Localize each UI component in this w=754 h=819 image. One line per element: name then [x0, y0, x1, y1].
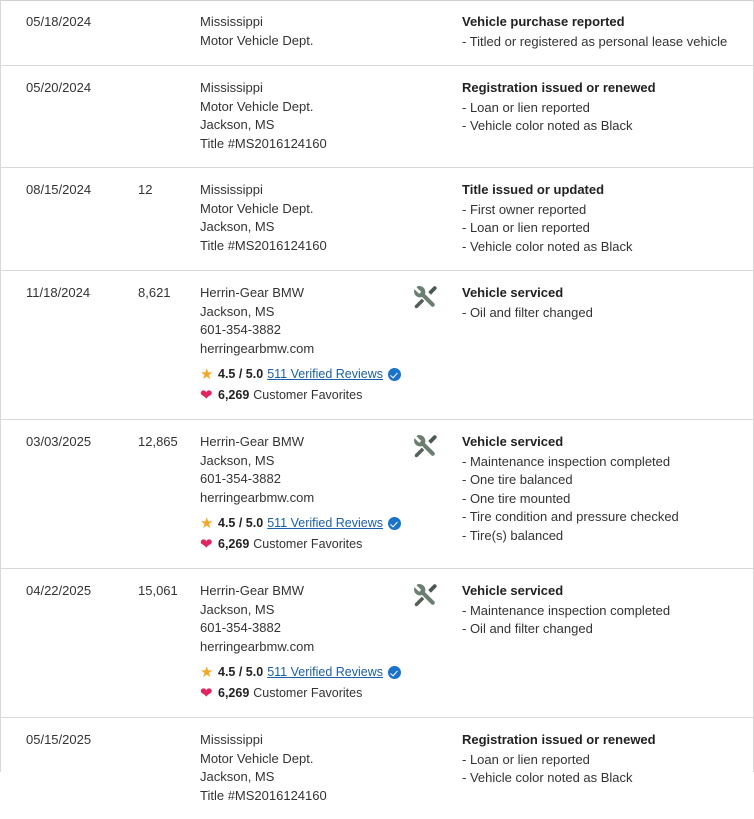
event-details — [462, 0, 754, 66]
source-line: Jackson, MS — [200, 303, 412, 322]
rating-row — [200, 514, 412, 533]
service-wrench-icon — [412, 285, 462, 309]
favorites-row — [200, 386, 412, 405]
event-detail-item: - Loan or lien reported — [462, 99, 738, 118]
event-date: 08/15/2024 — [0, 168, 138, 271]
source-line: herringearbmw.com — [200, 340, 412, 359]
favorites-row — [200, 684, 412, 703]
event-source — [200, 0, 412, 66]
event-icon-cell — [412, 420, 462, 569]
event-details — [462, 718, 754, 819]
event-source — [200, 66, 412, 168]
heart-icon: ❤ — [200, 687, 214, 701]
source-line: 601-354-3882 — [200, 619, 412, 638]
source-line: herringearbmw.com — [200, 489, 412, 508]
event-detail-item: - Tire(s) balanced — [462, 527, 738, 546]
favorites-label: Customer Favorites — [253, 386, 362, 405]
event-details — [462, 420, 754, 569]
source-line: Title #MS2016124160 — [200, 787, 412, 806]
event-detail-item: - Vehicle color noted as Black — [462, 117, 738, 136]
source-line: Motor Vehicle Dept. — [200, 32, 412, 51]
event-title: Registration issued or renewed — [462, 79, 738, 98]
event-detail-item: - Oil and filter changed — [462, 620, 738, 639]
event-detail-item: - Oil and filter changed — [462, 304, 738, 323]
event-icon-cell — [412, 0, 462, 66]
event-date: 05/15/2025 — [0, 718, 138, 819]
event-odometer: 12 — [138, 168, 200, 271]
table-row — [0, 168, 754, 271]
event-date: 03/03/2025 — [0, 420, 138, 569]
event-detail-item: - One tire balanced — [462, 471, 738, 490]
event-date: 11/18/2024 — [0, 271, 138, 420]
event-odometer — [138, 718, 200, 819]
rating-score: 4.5 / 5.0 — [218, 514, 263, 533]
service-wrench-icon — [412, 434, 462, 458]
table-row — [0, 420, 754, 569]
verified-reviews-link[interactable]: 511 Verified Reviews — [267, 663, 383, 682]
event-source — [200, 569, 412, 718]
source-line: Jackson, MS — [200, 768, 412, 787]
favorites-row — [200, 535, 412, 554]
source-line: Herrin-Gear BMW — [200, 582, 412, 601]
table-row — [0, 271, 754, 420]
source-line: Mississippi — [200, 79, 412, 98]
table-row — [0, 718, 754, 819]
source-line: Mississippi — [200, 731, 412, 750]
table-row — [0, 569, 754, 718]
heart-icon: ❤ — [200, 389, 214, 403]
event-date: 05/20/2024 — [0, 66, 138, 168]
event-detail-item: - Titled or registered as personal lease vehicle — [462, 33, 738, 52]
event-title: Vehicle purchase reported — [462, 13, 738, 32]
source-line: Jackson, MS — [200, 218, 412, 237]
event-title: Registration issued or renewed — [462, 731, 738, 750]
event-odometer: 12,865 — [138, 420, 200, 569]
event-date: 04/22/2025 — [0, 569, 138, 718]
event-title: Vehicle serviced — [462, 284, 738, 303]
verified-reviews-link[interactable]: 511 Verified Reviews — [267, 514, 383, 533]
star-icon: ★ — [200, 517, 214, 531]
source-line: Mississippi — [200, 181, 412, 200]
event-icon-cell — [412, 168, 462, 271]
event-date: 05/18/2024 — [0, 0, 138, 66]
event-title: Vehicle serviced — [462, 582, 738, 601]
event-odometer: 8,621 — [138, 271, 200, 420]
event-icon-cell — [412, 718, 462, 819]
event-icon-cell — [412, 66, 462, 168]
rating-row — [200, 663, 412, 682]
event-details — [462, 66, 754, 168]
event-source — [200, 718, 412, 819]
source-line: Title #MS2016124160 — [200, 237, 412, 256]
event-detail-item: - Vehicle color noted as Black — [462, 769, 738, 788]
rating-score: 4.5 / 5.0 — [218, 663, 263, 682]
star-icon: ★ — [200, 666, 214, 680]
event-detail-item: - Loan or lien reported — [462, 219, 738, 238]
verified-check-icon — [388, 666, 401, 679]
event-odometer — [138, 0, 200, 66]
event-detail-item: - First owner reported — [462, 201, 738, 220]
event-title: Vehicle serviced — [462, 433, 738, 452]
source-line: Jackson, MS — [200, 116, 412, 135]
source-line: Motor Vehicle Dept. — [200, 98, 412, 117]
dealer-ratings — [200, 663, 412, 703]
favorites-label: Customer Favorites — [253, 684, 362, 703]
rating-score: 4.5 / 5.0 — [218, 365, 263, 384]
table-left-border — [0, 0, 1, 772]
favorites-count: 6,269 — [218, 535, 249, 554]
source-line: Jackson, MS — [200, 452, 412, 471]
source-line: Jackson, MS — [200, 601, 412, 620]
favorites-count: 6,269 — [218, 386, 249, 405]
source-line: Title #MS2016124160 — [200, 135, 412, 154]
source-line: herringearbmw.com — [200, 638, 412, 657]
source-line: Herrin-Gear BMW — [200, 433, 412, 452]
star-icon: ★ — [200, 368, 214, 382]
event-icon-cell — [412, 569, 462, 718]
source-line: Motor Vehicle Dept. — [200, 750, 412, 769]
table-row — [0, 0, 754, 66]
event-source — [200, 271, 412, 420]
event-detail-item: - One tire mounted — [462, 490, 738, 509]
source-line: Mississippi — [200, 13, 412, 32]
event-detail-item: - Maintenance inspection completed — [462, 453, 738, 472]
verified-check-icon — [388, 368, 401, 381]
event-odometer — [138, 66, 200, 168]
favorites-label: Customer Favorites — [253, 535, 362, 554]
event-detail-item: - Loan or lien reported — [462, 751, 738, 770]
event-odometer: 15,061 — [138, 569, 200, 718]
table-row — [0, 66, 754, 168]
heart-icon: ❤ — [200, 538, 214, 552]
event-source — [200, 168, 412, 271]
event-details — [462, 569, 754, 718]
rating-row — [200, 365, 412, 384]
source-line: Motor Vehicle Dept. — [200, 200, 412, 219]
event-detail-item: - Tire condition and pressure checked — [462, 508, 738, 527]
verified-reviews-link[interactable]: 511 Verified Reviews — [267, 365, 383, 384]
top-divider — [0, 0, 754, 1]
event-details — [462, 168, 754, 271]
event-details — [462, 271, 754, 420]
dealer-ratings — [200, 514, 412, 554]
favorites-count: 6,269 — [218, 684, 249, 703]
event-icon-cell — [412, 271, 462, 420]
service-wrench-icon — [412, 583, 462, 607]
source-line: 601-354-3882 — [200, 321, 412, 340]
event-detail-item: - Maintenance inspection completed — [462, 602, 738, 621]
event-title: Title issued or updated — [462, 181, 738, 200]
source-line: 601-354-3882 — [200, 470, 412, 489]
event-detail-item: - Vehicle color noted as Black — [462, 238, 738, 257]
source-line: Herrin-Gear BMW — [200, 284, 412, 303]
event-source — [200, 420, 412, 569]
verified-check-icon — [388, 517, 401, 530]
dealer-ratings — [200, 365, 412, 405]
